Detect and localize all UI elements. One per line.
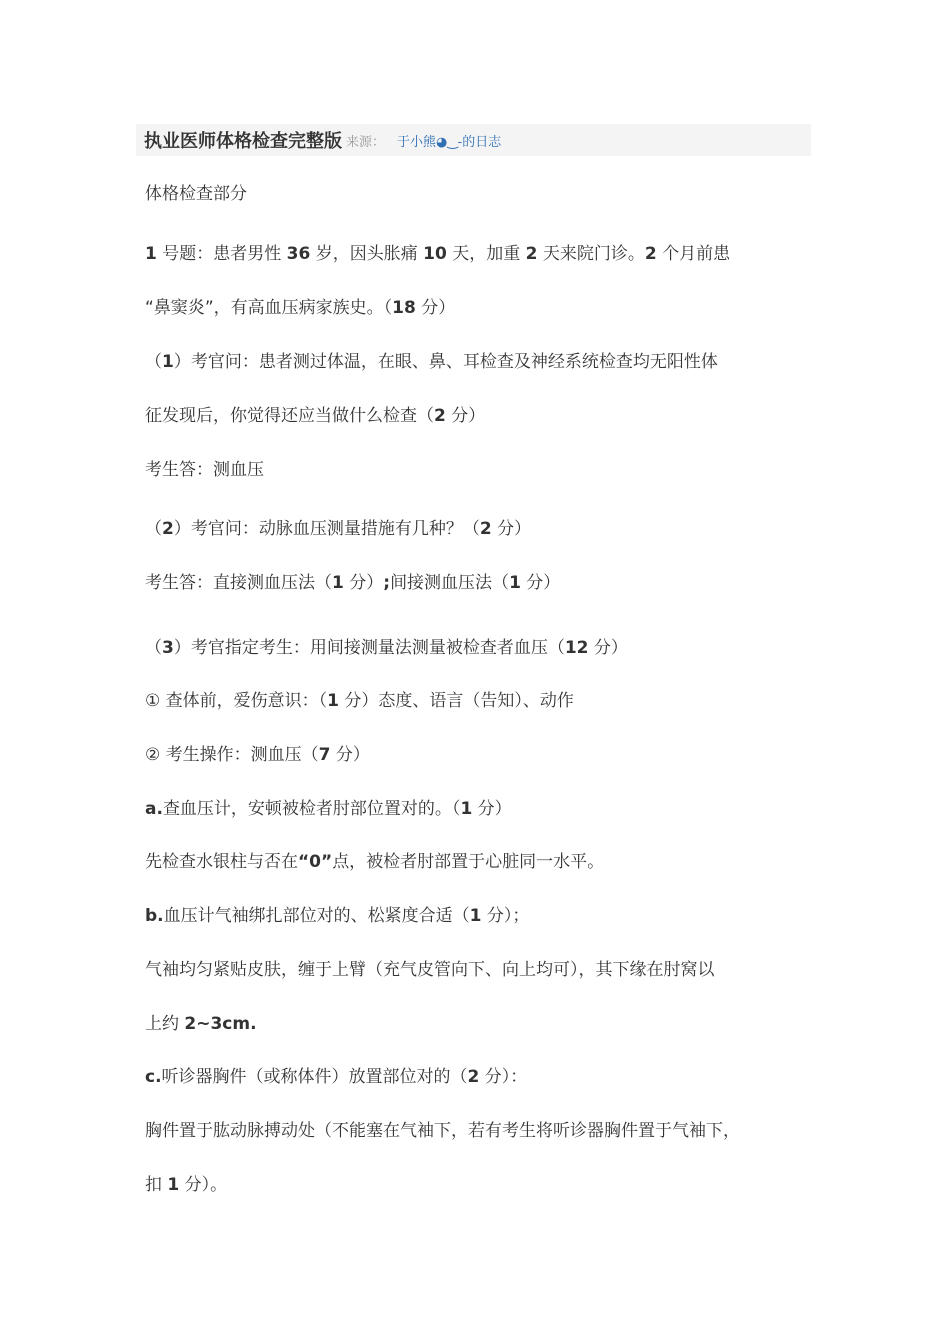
question-line: （1）考官问：患者测过体温，在眼、鼻、耳检查及神经系统检查均无阳性体 xyxy=(145,352,718,372)
title-bar xyxy=(136,124,811,156)
step-line: 气袖均匀紧贴皮肤，缠于上臂（充气皮管向下、向上均可），其下缘在肘窝以 xyxy=(145,960,715,980)
source-author-link[interactable]: 于小熊◕‿-的日志 xyxy=(397,134,502,150)
step-line: 胸件置于肱动脉搏动处（不能塞在气袖下，若有考生将听诊器胸件置于气袖下， xyxy=(145,1121,740,1141)
step-line: ① 查体前，爱伤意识：（1 分）态度、语言（告知）、动作 xyxy=(145,691,574,711)
answer-line: 考生答：直接测血压法（1 分）;间接测血压法（1 分） xyxy=(145,573,561,593)
step-line: c.听诊器胸件（或称体件）放置部位对的（2 分）： xyxy=(145,1067,528,1087)
document-title: 执业医师体格检查完整版 xyxy=(144,131,342,152)
step-line: 扣 1 分）。 xyxy=(145,1175,228,1195)
question-line: （2）考官问：动脉血压测量措施有几种？（2 分） xyxy=(145,519,532,539)
step-line: b.血压计气袖绑扎部位对的、松紧度合适（1 分）； xyxy=(145,906,530,926)
step-line: a.查血压计，安顿被检者肘部位置对的。（1 分） xyxy=(145,799,512,819)
step-line: ② 考生操作：测血压（7 分） xyxy=(145,745,370,765)
question-line: （3）考官指定考生：用间接测量法测量被检查者血压（12 分） xyxy=(145,638,628,658)
question-line: 1 号题：患者男性 36 岁，因头胀痛 10 天，加重 2 天来院门诊。2 个月前患 xyxy=(145,244,731,264)
source-label: 来源： xyxy=(346,134,386,150)
step-line: 上约 2~3cm. xyxy=(145,1014,257,1034)
section-heading: 体格检查部分 xyxy=(145,184,247,204)
question-line: “鼻窦炎”，有高血压病家族史。（18 分） xyxy=(145,298,456,318)
question-line: 征发现后，你觉得还应当做什么检查（2 分） xyxy=(145,406,486,426)
step-line: 先检查水银柱与否在“0”点，被检者肘部置于心脏同一水平。 xyxy=(145,852,605,872)
answer-line: 考生答：测血压 xyxy=(145,460,264,480)
